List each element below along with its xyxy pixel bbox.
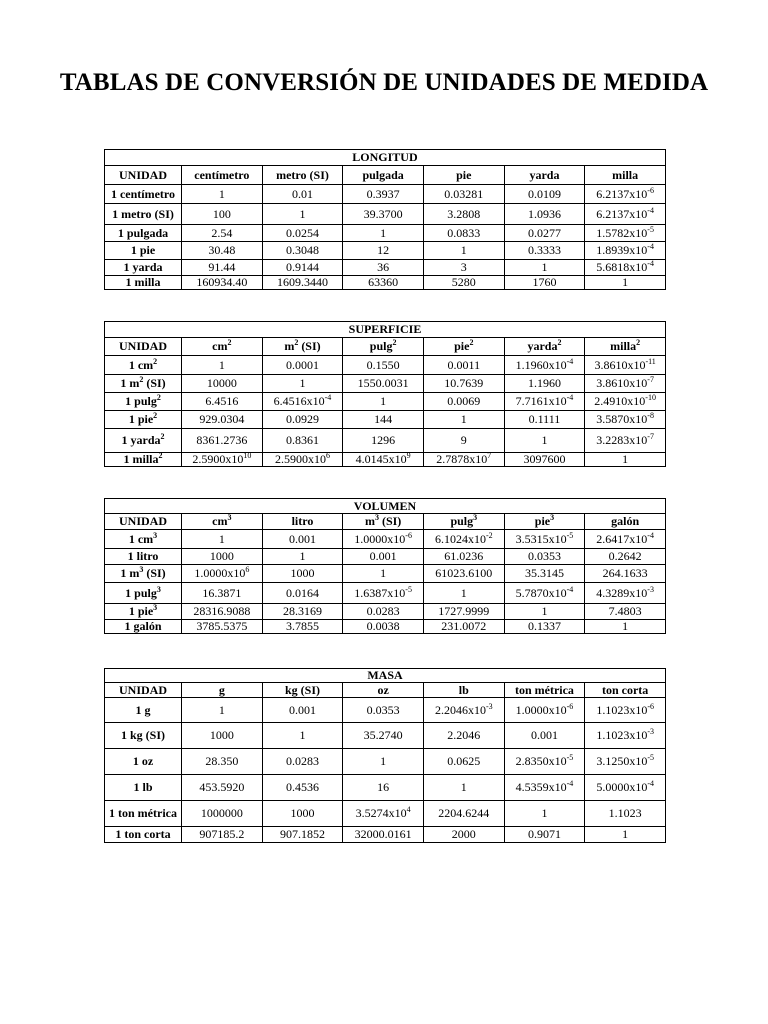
table-cell: 3 — [423, 260, 504, 276]
table-row — [105, 242, 666, 260]
table-row — [105, 604, 666, 620]
table-row — [105, 276, 666, 290]
table-row — [105, 411, 666, 429]
table-row — [105, 620, 666, 634]
table-cell: 160934.40 — [182, 276, 263, 290]
volumen-header-row — [105, 514, 666, 530]
table-cell: 1000 — [262, 801, 343, 827]
longitud-title: LONGITUD — [105, 150, 666, 166]
table-row — [105, 393, 666, 411]
table-cell: 0.0277 — [504, 225, 585, 242]
column-header: oz — [343, 683, 424, 698]
table-cell: 0.0625 — [423, 749, 504, 775]
table-row — [105, 356, 666, 375]
table-cell: $1.1960x10^{-4}$ — [504, 356, 585, 375]
table-cell: 1 — [504, 801, 585, 827]
table-cell: 3.2808 — [423, 204, 504, 225]
table-cell: 28.350 — [182, 749, 263, 775]
column-header: pulg$^3$ — [423, 514, 504, 530]
table-cell: 1296 — [343, 429, 424, 453]
table-cell: 1 — [262, 375, 343, 393]
table-cell: 1 — [423, 242, 504, 260]
column-header: pie$^2$ — [423, 338, 504, 356]
column-header: milla — [585, 166, 666, 185]
masa-title-row — [105, 669, 666, 683]
table-cell: 1 — [585, 453, 666, 467]
superficie-title-row — [105, 322, 666, 338]
table-cell: 1 — [423, 411, 504, 429]
column-header: pulgada — [343, 166, 424, 185]
table-row — [105, 185, 666, 204]
superficie-header-row — [105, 338, 666, 356]
column-header: pie — [423, 166, 504, 185]
table-cell: 63360 — [343, 276, 424, 290]
column-header: lb — [423, 683, 504, 698]
table-row — [105, 749, 666, 775]
row-label: 1 lb — [105, 775, 182, 801]
table-cell: 0.3048 — [262, 242, 343, 260]
table-cell: 1.0936 — [504, 204, 585, 225]
table-cell: $6.2137x10^{-4}$ — [585, 204, 666, 225]
table-cell: 0.2642 — [585, 549, 666, 565]
column-header: $m^2$ (SI) — [262, 338, 343, 356]
table-cell: 0.0353 — [504, 549, 585, 565]
table-cell: $1.0000x10^6$ — [182, 565, 263, 583]
table-cell: $2.5900x10^{10}$ — [182, 453, 263, 467]
table-cell: 907.1852 — [262, 827, 343, 843]
page-title: TABLAS DE CONVERSIÓN DE UNIDADES DE MEDIDA — [59, 69, 709, 96]
row-label: 1 ton métrica — [105, 801, 182, 827]
table-cell: 1000 — [182, 549, 263, 565]
table-cell: 3785.5375 — [182, 620, 263, 634]
table-row — [105, 775, 666, 801]
table-cell: $3.1250x10^{-5}$ — [585, 749, 666, 775]
column-header: UNIDAD — [105, 514, 182, 530]
table-cell: $3.8610x10^{-7}$ — [585, 375, 666, 393]
table-cell: 61.0236 — [423, 549, 504, 565]
table-cell: $5.0000x10^{-4}$ — [585, 775, 666, 801]
table-cell: 10000 — [182, 375, 263, 393]
table-cell: 0.1550 — [343, 356, 424, 375]
row-label: 1 oz — [105, 749, 182, 775]
table-cell: $2.4910x10^{-10}$ — [585, 393, 666, 411]
table-row — [105, 375, 666, 393]
row-label: 1 galón — [105, 620, 182, 634]
table-cell: 1000 — [182, 723, 263, 749]
table-cell: $1.6387x10^{-5}$ — [343, 583, 424, 604]
column-header: kg (SI) — [262, 683, 343, 698]
table-row — [105, 698, 666, 723]
column-header: UNIDAD — [105, 338, 182, 356]
row-label: 1 milla — [105, 276, 182, 290]
table-cell: 2000 — [423, 827, 504, 843]
table-row — [105, 723, 666, 749]
column-header: $cm^2$ — [182, 338, 263, 356]
table-cell: 16 — [343, 775, 424, 801]
table-cell: 8361.2736 — [182, 429, 263, 453]
table-row — [105, 260, 666, 276]
longitud-table — [104, 149, 666, 290]
table-cell: 1.1960 — [504, 375, 585, 393]
table-cell: 1 — [343, 565, 424, 583]
table-row — [105, 827, 666, 843]
row-label: 1 litro — [105, 549, 182, 565]
table-cell: $1.0000x10^{-6}$ — [504, 698, 585, 723]
column-header: pulg$^2$ — [343, 338, 424, 356]
table-cell: 144 — [343, 411, 424, 429]
table-cell: $4.0145x10^9$ — [343, 453, 424, 467]
table-cell: 0.0353 — [343, 698, 424, 723]
table-cell: $2.7878x10^7$ — [423, 453, 504, 467]
table-cell: 1 — [585, 827, 666, 843]
superficie-table — [104, 321, 666, 467]
row-label: 1 $cm^2$ — [105, 356, 182, 375]
table-cell: 1000000 — [182, 801, 263, 827]
table-cell: 0.0011 — [423, 356, 504, 375]
table-cell: 0.0929 — [262, 411, 343, 429]
longitud-title-row — [105, 150, 666, 166]
table-cell: 1 — [343, 225, 424, 242]
masa-title: MASA — [105, 669, 666, 683]
table-cell: $6.4516x10^{-4}$ — [262, 393, 343, 411]
table-cell: 3.7855 — [262, 620, 343, 634]
table-cell: $3.5274x10^4$ — [343, 801, 424, 827]
table-cell: $5.6818x10^{-4}$ — [585, 260, 666, 276]
column-header: yarda — [504, 166, 585, 185]
row-label: 1 centímetro — [105, 185, 182, 204]
row-label: 1 pie$^2$ — [105, 411, 182, 429]
column-header: UNIDAD — [105, 166, 182, 185]
table-cell: 0.001 — [343, 549, 424, 565]
row-label: 1 kg (SI) — [105, 723, 182, 749]
column-header: ton métrica — [504, 683, 585, 698]
row-label: 1 $m^3$ (SI) — [105, 565, 182, 583]
table-cell: 3097600 — [504, 453, 585, 467]
row-label: 1 pie$^3$ — [105, 604, 182, 620]
table-cell: $3.5315x10^{-5}$ — [504, 530, 585, 549]
table-cell: 1727.9999 — [423, 604, 504, 620]
table-cell: 0.001 — [262, 698, 343, 723]
table-cell: 1000 — [262, 565, 343, 583]
table-cell: $1.8939x10^{-4}$ — [585, 242, 666, 260]
table-cell: 929.0304 — [182, 411, 263, 429]
table-cell: $2.8350x10^{-5}$ — [504, 749, 585, 775]
row-label: 1 pulgada — [105, 225, 182, 242]
table-cell: $7.7161x10^{-4}$ — [504, 393, 585, 411]
row-label: 1 $m^2$ (SI) — [105, 375, 182, 393]
table-cell: 0.03281 — [423, 185, 504, 204]
row-label: 1 metro (SI) — [105, 204, 182, 225]
table-cell: 231.0072 — [423, 620, 504, 634]
table-cell: 1609.3440 — [262, 276, 343, 290]
table-cell: 1 — [182, 698, 263, 723]
table-cell: 6.4516 — [182, 393, 263, 411]
table-row — [105, 565, 666, 583]
table-cell: $1.5782x10^{-5}$ — [585, 225, 666, 242]
table-cell: $3.2283x10^{-7}$ — [585, 429, 666, 453]
table-cell: 7.4803 — [585, 604, 666, 620]
table-cell: 1 — [343, 749, 424, 775]
table-cell: 0.4536 — [262, 775, 343, 801]
table-cell: 0.0038 — [343, 620, 424, 634]
row-label: 1 yarda — [105, 260, 182, 276]
table-cell: 39.3700 — [343, 204, 424, 225]
table-cell: $1.1023x10^{-6}$ — [585, 698, 666, 723]
longitud-header-row — [105, 166, 666, 185]
column-header: $cm^3$ — [182, 514, 263, 530]
column-header: galón — [585, 514, 666, 530]
table-cell: 0.0109 — [504, 185, 585, 204]
table-cell: 0.01 — [262, 185, 343, 204]
row-label: 1 g — [105, 698, 182, 723]
table-cell: $6.1024x10^{-2}$ — [423, 530, 504, 549]
column-header: ton corta — [585, 683, 666, 698]
table-row — [105, 429, 666, 453]
table-cell: 1 — [504, 429, 585, 453]
table-cell: 1 — [504, 604, 585, 620]
table-cell: 0.0833 — [423, 225, 504, 242]
table-cell: $4.3289x10^{-3}$ — [585, 583, 666, 604]
table-cell: 1 — [262, 204, 343, 225]
table-row — [105, 204, 666, 225]
row-label: 1 pulg$^2$ — [105, 393, 182, 411]
table-cell: 0.3937 — [343, 185, 424, 204]
row-label: 1 $cm^3$ — [105, 530, 182, 549]
table-cell: 2.54 — [182, 225, 263, 242]
table-cell: 0.0283 — [343, 604, 424, 620]
column-header: centímetro — [182, 166, 263, 185]
table-cell: 0.001 — [262, 530, 343, 549]
table-cell: $1.0000x10^{-6}$ — [343, 530, 424, 549]
table-cell: 10.7639 — [423, 375, 504, 393]
table-cell: 0.0254 — [262, 225, 343, 242]
table-row — [105, 583, 666, 604]
table-cell: 61023.6100 — [423, 565, 504, 583]
table-cell: 32000.0161 — [343, 827, 424, 843]
table-row — [105, 530, 666, 549]
table-cell: 0.001 — [504, 723, 585, 749]
table-cell: 0.0283 — [262, 749, 343, 775]
table-cell: 1 — [182, 185, 263, 204]
table-cell: 36 — [343, 260, 424, 276]
table-cell: 907185.2 — [182, 827, 263, 843]
row-label: 1 pie — [105, 242, 182, 260]
table-cell: 1 — [182, 356, 263, 375]
column-header: yarda$^2$ — [504, 338, 585, 356]
table-cell: 28316.9088 — [182, 604, 263, 620]
table-cell: 0.3333 — [504, 242, 585, 260]
table-cell: $4.5359x10^{-4}$ — [504, 775, 585, 801]
table-cell: $1.1023x10^{-3}$ — [585, 723, 666, 749]
table-row — [105, 225, 666, 242]
table-cell: 1 — [423, 583, 504, 604]
table-cell: 453.5920 — [182, 775, 263, 801]
table-cell: 1550.0031 — [343, 375, 424, 393]
row-label: 1 ton corta — [105, 827, 182, 843]
table-cell: 0.0069 — [423, 393, 504, 411]
table-cell: 0.9144 — [262, 260, 343, 276]
table-cell: 0.8361 — [262, 429, 343, 453]
table-cell: 0.9071 — [504, 827, 585, 843]
table-cell: 0.1111 — [504, 411, 585, 429]
table-cell: 264.1633 — [585, 565, 666, 583]
table-cell: 2.2046 — [423, 723, 504, 749]
column-header: $m^3$ (SI) — [343, 514, 424, 530]
table-cell: 2204.6244 — [423, 801, 504, 827]
column-header: metro (SI) — [262, 166, 343, 185]
table-cell: 1 — [262, 723, 343, 749]
volumen-table — [104, 498, 666, 634]
table-cell: 91.44 — [182, 260, 263, 276]
row-label: 1 pulg$^3$ — [105, 583, 182, 604]
table-cell: 1 — [423, 775, 504, 801]
masa-header-row — [105, 683, 666, 698]
table-cell: 30.48 — [182, 242, 263, 260]
row-label: 1 yarda$^2$ — [105, 429, 182, 453]
table-cell: 1.1023 — [585, 801, 666, 827]
table-cell: 35.3145 — [504, 565, 585, 583]
table-cell: 1 — [585, 276, 666, 290]
table-cell: 5280 — [423, 276, 504, 290]
column-header: litro — [262, 514, 343, 530]
table-cell: 12 — [343, 242, 424, 260]
table-row — [105, 801, 666, 827]
table-cell: 28.3169 — [262, 604, 343, 620]
masa-table — [104, 668, 666, 843]
table-cell: $3.8610x10^{-11}$ — [585, 356, 666, 375]
table-cell: 35.2740 — [343, 723, 424, 749]
table-cell: 100 — [182, 204, 263, 225]
column-header: g — [182, 683, 263, 698]
table-cell: 1 — [182, 530, 263, 549]
row-label: 1 milla$^2$ — [105, 453, 182, 467]
table-cell: 9 — [423, 429, 504, 453]
table-cell: $6.2137x10^{-6}$ — [585, 185, 666, 204]
volumen-title: VOLUMEN — [105, 499, 666, 514]
table-cell: 16.3871 — [182, 583, 263, 604]
table-cell: $2.6417x10^{-4}$ — [585, 530, 666, 549]
table-cell: 0.1337 — [504, 620, 585, 634]
table-cell: $5.7870x10^{-4}$ — [504, 583, 585, 604]
column-header: pie$^3$ — [504, 514, 585, 530]
table-cell: $2.5900x10^6$ — [262, 453, 343, 467]
table-cell: $3.5870x10^{-8}$ — [585, 411, 666, 429]
table-row — [105, 549, 666, 565]
table-cell: 1 — [585, 620, 666, 634]
superficie-title: SUPERFICIE — [105, 322, 666, 338]
table-cell: 0.0164 — [262, 583, 343, 604]
table-cell: 0.0001 — [262, 356, 343, 375]
table-cell: 1 — [343, 393, 424, 411]
volumen-title-row — [105, 499, 666, 514]
table-row — [105, 453, 666, 467]
table-cell: $2.2046x10^{-3}$ — [423, 698, 504, 723]
table-cell: 1 — [262, 549, 343, 565]
column-header: milla$^2$ — [585, 338, 666, 356]
column-header: UNIDAD — [105, 683, 182, 698]
table-cell: 1760 — [504, 276, 585, 290]
table-cell: 1 — [504, 260, 585, 276]
